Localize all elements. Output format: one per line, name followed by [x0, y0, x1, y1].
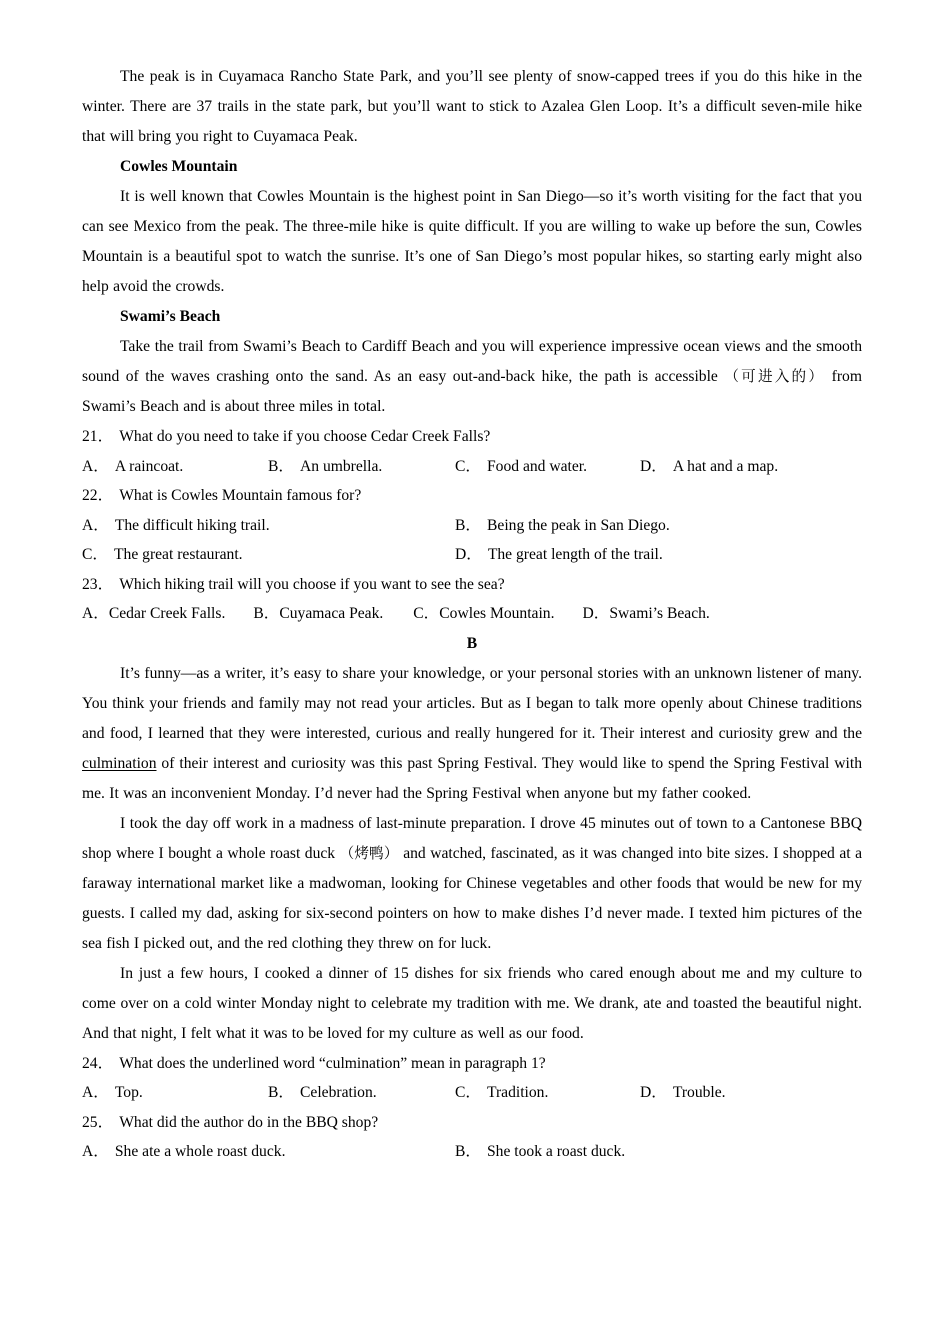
passage-b-paragraph-2	[82, 809, 862, 959]
option-label: B．	[455, 516, 481, 534]
question-22-text: What is Cowles Mountain famous for?	[119, 487, 362, 504]
passage-b-para2-before: I took the day off work in a madness of last-minute preparation. I drove 45 minutes out of town to a Cantonese BBQ shop where I bought a whole roast duck	[82, 814, 862, 862]
question-23-text: Which hiking trail will you choose if you want to see the sea?	[119, 575, 505, 593]
question-24-option-c[interactable]	[455, 1078, 548, 1108]
swamis-paragraph-part1: Take the trail from Swami’s Beach to Cardiff Beach and you will experience impressive ocean views and the smooth sound of the waves crashing onto the sand. As an easy out-and-back hike, the path is accessible	[82, 338, 862, 385]
option-text: Swami’s Beach.	[609, 605, 710, 622]
option-text: Cuyamaca Peak.	[279, 605, 384, 622]
option-label: C．	[413, 605, 440, 622]
question-21-option-d[interactable]	[640, 452, 778, 482]
question-21-option-b[interactable]	[268, 452, 382, 482]
option-text: The great length of the trail.	[487, 546, 663, 563]
option-label: D．	[455, 546, 482, 563]
cowles-mountain-heading: Cowles Mountain	[120, 158, 238, 175]
option-label: A．	[82, 1143, 109, 1160]
culmination-underlined-word: culmination	[82, 754, 157, 772]
option-text: A raincoat.	[114, 457, 184, 475]
option-text: Being the peak in San Diego.	[487, 516, 670, 534]
question-21-number: 21．	[82, 428, 114, 445]
option-label: A．	[82, 605, 109, 622]
question-23-option-a[interactable]	[82, 599, 225, 629]
question-24-option-b[interactable]	[268, 1078, 377, 1108]
question-24-number: 24．	[82, 1054, 114, 1072]
option-label: C．	[455, 457, 481, 475]
option-label: B．	[268, 457, 294, 475]
question-21-prompt	[82, 422, 862, 452]
question-25-options	[82, 1137, 862, 1167]
question-22-prompt	[82, 481, 862, 511]
option-text: Cowles Mountain.	[439, 605, 555, 622]
passage-b-paragraph-1	[82, 659, 862, 809]
question-22-option-c[interactable]	[82, 540, 243, 570]
question-23-option-d[interactable]	[583, 599, 710, 629]
option-label: B．	[455, 1143, 481, 1160]
question-24-prompt	[82, 1049, 862, 1079]
question-24-text: What does the underlined word “culmination” mean in paragraph 1?	[119, 1054, 546, 1072]
swamis-paragraph-part2: from Swami’s Beach and is about three miles in total.	[82, 368, 862, 415]
option-text: Tradition.	[487, 1084, 549, 1101]
option-text: Celebration.	[300, 1084, 377, 1101]
cowles-mountain-paragraph: It is well known that Cowles Mountain is the highest point in San Diego—so it’s worth visiting for the fact that you can see Mexico from the peak. The three-mile hike is quite difficult. If you are willing to wake up before the sun, Cowles Mountain is a beautiful spot to watch the sunrise. It’s one of San Diego’s most popular hikes, so starting early might also help avoid the crowds.	[82, 188, 862, 295]
question-23-prompt	[82, 570, 862, 600]
option-text: Top.	[114, 1084, 143, 1101]
question-21-options	[82, 452, 862, 482]
option-label: A．	[82, 516, 109, 534]
cuyamaca-peak-paragraph: The peak is in Cuyamaca Rancho State Park, and you’ll see plenty of snow-capped trees if you do this hike in the winter. There are 37 trails in the state park, but you’ll want to stick to Azalea Glen Loop. It’s a difficult seven-mile hike that will bring you right to Cuyamaca Peak.	[82, 68, 862, 145]
question-22-option-b[interactable]	[455, 511, 670, 541]
option-text: She took a roast duck.	[487, 1143, 626, 1160]
swamis-beach-paragraph	[82, 332, 862, 422]
passage-b-para1-after: of their interest and curiosity was this past Spring Festival. They would like to spend the Spring Festival with me. It was an inconvenient Monday. I’d never had the Spring Festival when anyone but my father cooked.	[82, 754, 862, 802]
passage-b-heading: B	[466, 634, 478, 652]
question-23-number: 23．	[82, 575, 114, 593]
question-24-option-a[interactable]	[82, 1078, 143, 1108]
option-label: B．	[253, 605, 280, 622]
option-text: An umbrella.	[300, 457, 383, 475]
passage-b-para2-after: and watched, fascinated, as it was changed into bite sizes. I shopped at a faraway international market like a madwoman, looking for Chinese vegetables and other foods that would be new for my guests. I called my dad, asking for six-second pointers on how to make dishes I’d never made. I texted him pictures of the sea fish I picked out, and the red clothing they threw on for luck.	[82, 844, 862, 952]
question-24-option-d[interactable]	[640, 1078, 726, 1108]
option-label: B．	[268, 1084, 294, 1101]
question-23-options	[82, 599, 862, 629]
question-23-option-b[interactable]	[253, 599, 383, 629]
question-25-text: What did the author do in the BBQ shop?	[119, 1113, 379, 1131]
question-25-number: 25．	[82, 1113, 114, 1131]
option-text: Cedar Creek Falls.	[108, 605, 226, 622]
question-22-option-a[interactable]	[82, 511, 270, 541]
question-24-options	[82, 1078, 862, 1108]
option-label: C．	[455, 1084, 481, 1101]
option-label: C．	[82, 546, 108, 563]
option-text: She ate a whole roast duck.	[114, 1143, 286, 1160]
option-text: The great restaurant.	[114, 546, 243, 563]
accessible-chinese-gloss: （可进入的）	[724, 368, 826, 385]
option-text: The difficult hiking trail.	[114, 516, 270, 534]
question-25-option-b[interactable]	[455, 1137, 625, 1167]
question-23-option-c[interactable]	[413, 599, 554, 629]
option-label: D．	[640, 457, 667, 475]
option-text: A hat and a map.	[672, 457, 779, 475]
question-21-option-a[interactable]	[82, 452, 183, 482]
question-25-prompt	[82, 1108, 862, 1138]
option-label: D．	[640, 1084, 667, 1101]
option-label: D．	[582, 605, 610, 622]
question-21-option-c[interactable]	[455, 452, 587, 482]
option-label: A．	[82, 457, 109, 475]
question-21-text: What do you need to take if you choose Cedar Creek Falls?	[119, 428, 491, 445]
roast-duck-chinese-gloss: （烤鸭）	[339, 844, 399, 862]
question-25-option-a[interactable]	[82, 1137, 285, 1167]
question-22-option-d[interactable]	[455, 540, 663, 570]
option-text: Trouble.	[672, 1084, 726, 1101]
question-22-number: 22．	[82, 487, 114, 504]
document-body	[82, 62, 862, 1167]
swamis-beach-heading: Swami’s Beach	[120, 308, 221, 325]
option-text: Food and water.	[487, 457, 588, 475]
passage-b-para1-before: It’s funny—as a writer, it’s easy to share your knowledge, or your personal stories with an unknown listener of many. You think your friends and family may not read your articles. But as I began to talk more openly about Chinese traditions and food, I learned that they were interested, curious and really hungered for it. Their interest and curiosity grew and the	[82, 664, 862, 742]
question-22-options-row-2	[82, 540, 862, 570]
question-22-options-row-1	[82, 511, 862, 541]
option-label: A．	[82, 1084, 109, 1101]
passage-b-paragraph-3: In just a few hours, I cooked a dinner of 15 dishes for six friends who cared enough about me and my culture to come over on a cold winter Monday night to celebrate my tradition with me. We drank, ate and toasted the beautiful night. And that night, I felt what it was to be loved for my culture as well as our food.	[82, 964, 862, 1042]
